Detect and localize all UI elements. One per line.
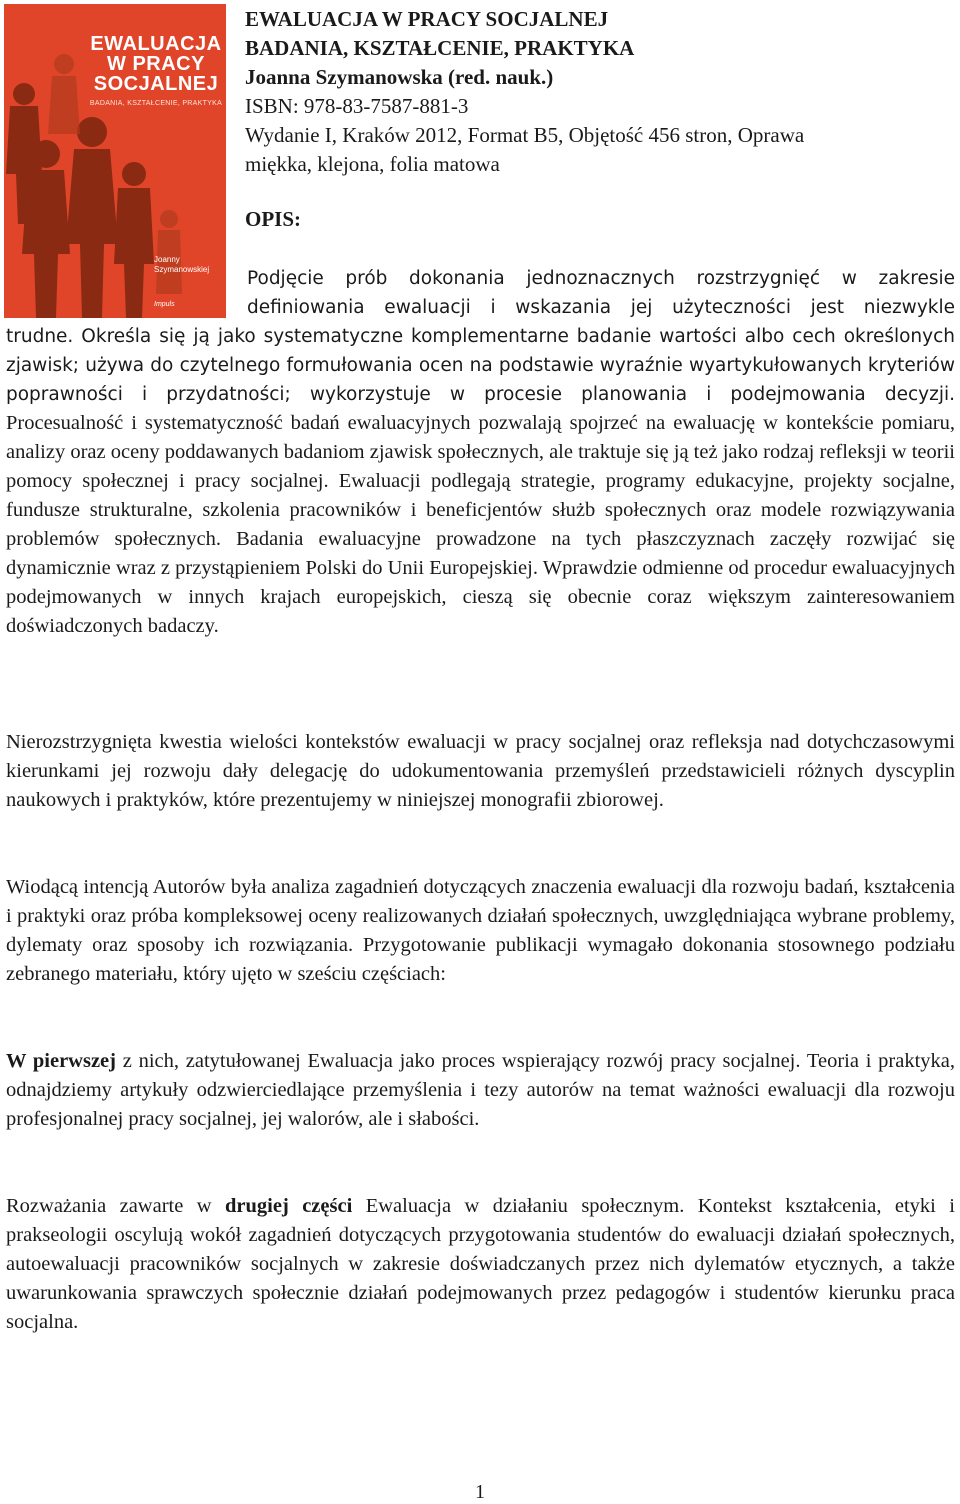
- cover-title: [88, 34, 224, 94]
- cover-editor-line: Joanny: [154, 255, 180, 264]
- book-edition-line1: Wydanie I, Kraków 2012, Format B5, Objętość 456 stron, Oprawa: [245, 123, 805, 147]
- cover-editor-line: Szymanowskiej: [154, 265, 210, 274]
- paragraph-4: [6, 1047, 955, 1134]
- paragraph-5-lead: Rozważania zawarte w: [6, 1195, 225, 1217]
- intro-serif-text: Procesualność i systematyczność badań ewaluacyjnych pozwalają spojrzeć na ewaluację w kontekście pomiaru, analizy oraz oceny poddawanych badaniom zjawisk społecznych, ale traktuje się ją też jako rodzaj refleksji w teorii pomocy społecznej i pracy socjalnej. Ewaluacji podlegają strategie, programy edukacyjne, projekty socjalne, fundusze strukturalne, szkolenia pracowników i beneficjentów służb społecznych oraz modele rozwiązywania problemów społecznych. Badania ewaluacyjne prowadzone na tych płaszczyznach zaczęły rozwijać się dynamicznie wraz z przystąpieniem Polski do Unii Europejskiej. Wprawdzie odmienne od procedur ewaluacyjnych podejmowanych w innych krajach europejskich, cieszą się obecnie coraz większym zainteresowaniem doświadczonych badaczy.: [6, 412, 955, 637]
- cover-editor: [154, 255, 226, 275]
- intro-paragraph-start: Podjęcie prób dokonania jednoznacznych rozstrzygnięć w zakresie definiowania ewaluacji i wskazania jej użyteczności jest niezwykle: [247, 268, 955, 318]
- book-edition-line2: miękka, klejona, folia matowa: [245, 152, 500, 176]
- book-editor: Joanna Szymanowska (red. nauk.): [245, 65, 554, 89]
- paragraph-4-text: z nich, zatytułowanej Ewaluacja jako proces wspierający rozwój pracy socjalnej. Teoria i praktyka, odnajdziemy artykuły odzwierciedlające przemyślenia i tezy autorów na temat ważności ewaluacji dla rozwoju profesjonalnej pracy socjalnej, jej walorów, ale i słabości.: [6, 1050, 955, 1130]
- paragraph-5-text: Ewaluacja w działaniu społecznym. Kontekst kształcenia, etyki i prakseologii oscylują wokół zagadnień dotyczących przygotowania studentów do ewaluacji działań społecznych, autoewaluacji pracowników socjalnych w zakresie doświadczanych przez nich dylematów etycznych, a także uwarunkowania sprawczych społecznie działań podejmowanych przez pedagogów i studentów kierunku praca socjalna.: [6, 1195, 955, 1333]
- paragraph-3: Wiodącą intencją Autorów była analiza zagadnień dotyczących znaczenia ewaluacji dla rozwoju badań, kształcenia i praktyki oraz próba kompleksowej oceny realizowanych działań społecznych, uwzględniająca wybrane problemy, dylematy oraz sposoby ich rozwiązania. Przygotowanie publikacji wymagało dokonania stosownego podziału zebranego materiału, który ujęto w sześciu częściach:: [6, 876, 955, 985]
- cover-title-line: W PRACY: [107, 53, 205, 75]
- cover-title-line: SOCJALNEJ: [93, 73, 219, 95]
- intro-sans-text: trudne. Określa się ją jako systematyczne komplementarne badanie wartości albo cech określonych zjawisk; używa do czytelnego formułowania ocen na podstawie wyraźnie wyartykułowanych kryteriów poprawności i przydatności; wykorzystuje w procesie planowania i podejmowania decyzji.: [6, 326, 955, 405]
- part-two-label: drugiej części: [225, 1195, 353, 1217]
- paragraph-2: Nierozstrzygnięta kwestia wielości kontekstów ewaluacji w pracy socjalnej oraz refleksja nad dotychczasowymi kierunkami jej rozwoju dały delegację do udokumentowania przemyśleń przedstawicieli różnych dyscyplin naukowych i praktyków, które prezentujemy w niniejszej monografii zbiorowej.: [6, 731, 955, 811]
- paragraph-5: [6, 1192, 955, 1337]
- description-label: OPIS:: [245, 207, 302, 231]
- cover-publisher: Impuls: [154, 301, 175, 308]
- cover-subtitle: BADANIA, KSZTAŁCENIE, PRAKTYKA: [89, 100, 223, 107]
- part-one-label: W pierwszej: [6, 1050, 116, 1072]
- page-number: 1: [475, 1481, 485, 1503]
- book-cover: [4, 4, 226, 318]
- intro-paragraph-rest: [6, 322, 955, 641]
- book-info-header: [245, 5, 945, 179]
- cover-title-line: EWALUACJA: [90, 33, 222, 55]
- book-title-line2: BADANIA, KSZTAŁCENIE, PRAKTYKA: [245, 36, 635, 60]
- book-isbn: ISBN: 978-83-7587-881-3: [245, 94, 469, 118]
- book-title-line1: EWALUACJA W PRACY SOCJALNEJ: [245, 7, 609, 31]
